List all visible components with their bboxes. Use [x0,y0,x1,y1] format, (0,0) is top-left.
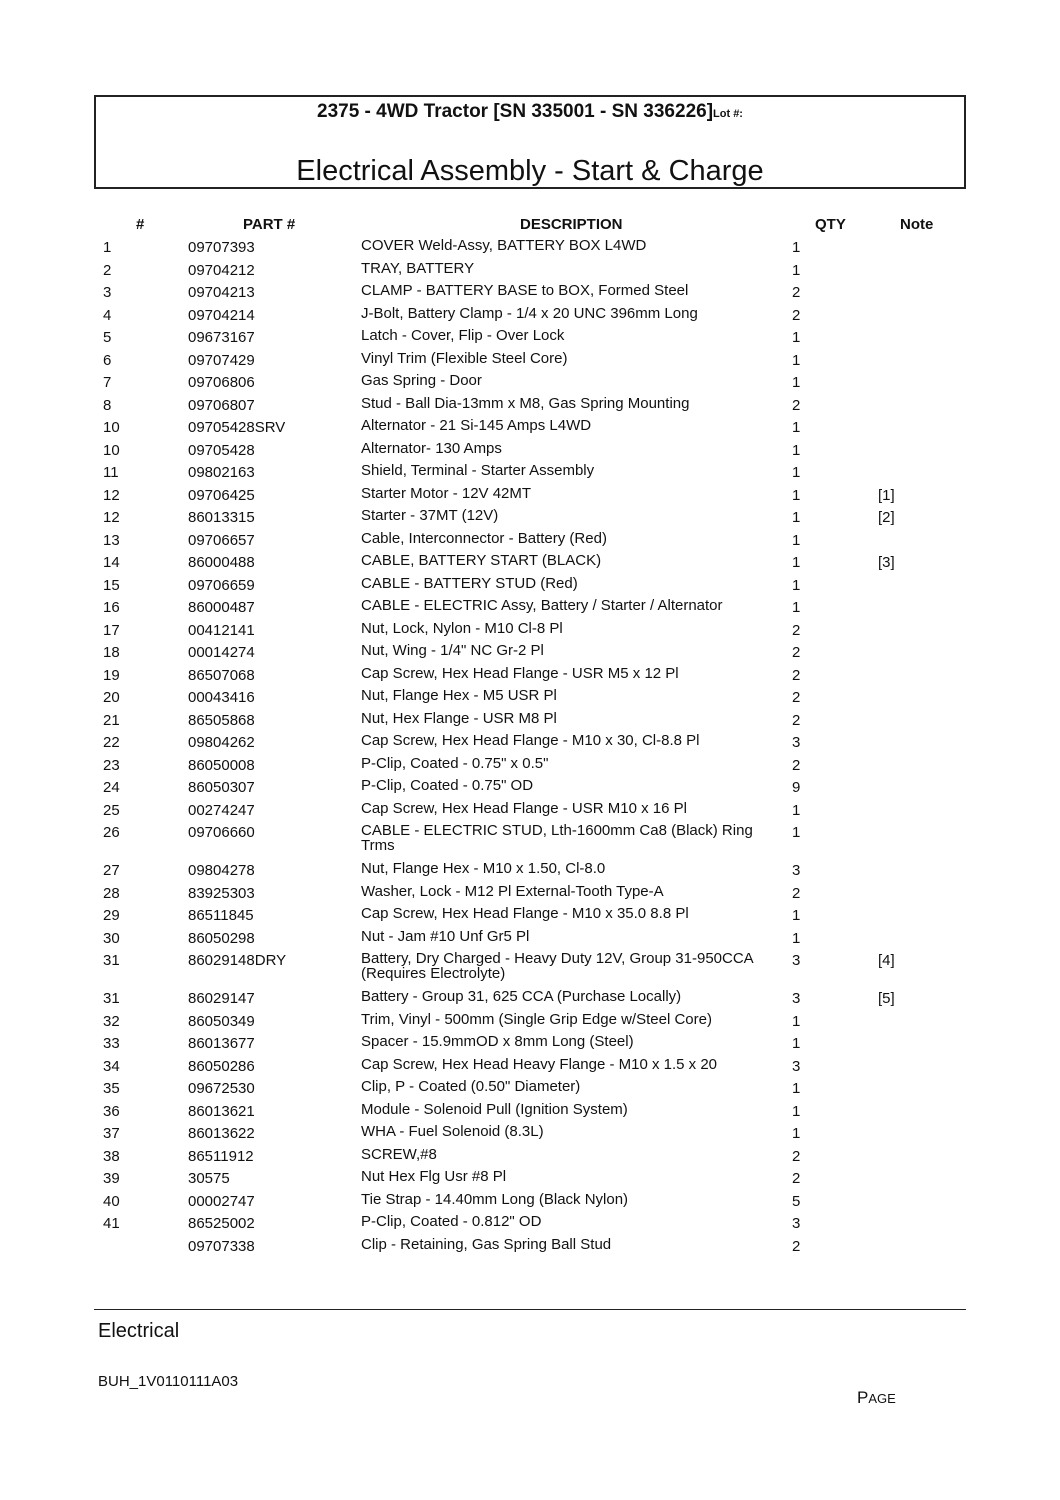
part-number: 09706806 [188,374,255,391]
document-title [96,101,964,123]
item-number: 7 [103,374,112,391]
table-row [0,1101,1060,1124]
part-description: Nut - Jam #10 Unf Gr5 Pl [361,927,530,945]
table-row [0,372,1060,395]
part-description: Nut, Hex Flange - USR M8 Pl [361,709,557,727]
part-description: CABLE - ELECTRIC Assy, Battery / Starter / Alternator [361,597,723,614]
note: [5] [878,990,895,1007]
part-description: Nut Hex Flg Usr #8 Pl [361,1168,507,1185]
item-number: 33 [103,1035,120,1052]
part-number: 83925303 [188,884,255,902]
quantity: 1 [792,1125,801,1142]
part-number: 09707429 [188,351,255,369]
part-description: Spacer - 15.9mmOD x 8mm Long (Steel) [361,1033,634,1050]
item-number: 19 [103,666,120,684]
item-number: 8 [103,396,112,414]
quantity: 1 [792,824,801,841]
part-number: 09704214 [188,306,255,324]
part-description: Vinyl Trim (Flexible Steel Core) [361,349,568,367]
quantity: 2 [792,711,801,729]
part-description: P-Clip, Coated - 0.75" OD [361,777,534,794]
item-number: 20 [103,689,120,706]
part-description: CLAMP - BATTERY BASE to BOX, Formed Steel [361,282,689,299]
part-description: P-Clip, Coated - 0.812" OD [361,1213,542,1230]
part-number: 09707338 [188,1237,255,1255]
table-row [0,530,1060,553]
item-number: 22 [103,734,120,751]
quantity: 2 [792,884,801,902]
table-row [0,327,1060,350]
part-number: 09704212 [188,261,255,279]
part-description: Nut, Lock, Nylon - M10 Cl-8 Pl [361,619,563,637]
item-number: 29 [103,907,120,924]
part-description: Alternator- 130 Amps [361,439,502,457]
lot-label: Lot #: [713,108,743,120]
section-title: Electrical Assembly - Start & Charge [296,155,764,187]
quantity: 2 [792,1170,801,1187]
item-number: 13 [103,531,120,549]
item-number: 12 [103,509,120,526]
item-number: 27 [103,862,120,879]
item-number: 41 [103,1215,120,1232]
quantity: 2 [792,1237,801,1255]
page-label-initial: P [857,1388,869,1407]
part-number: 00274247 [188,801,255,819]
quantity: 1 [792,441,801,459]
quantity: 1 [792,351,801,369]
item-number: 34 [103,1057,120,1075]
part-number: 86511912 [188,1147,254,1165]
item-number: 32 [103,1012,120,1030]
part-description: Tie Strap - 14.40mm Long (Black Nylon) [361,1190,629,1208]
footer-section-name: Electrical [98,1320,180,1342]
table-row [0,575,1060,598]
quantity: 1 [792,419,801,436]
part-description: Cap Screw, Hex Head Flange - M10 x 30, Cl-8.8 Pl [361,732,700,749]
part-description: Clip - Retaining, Gas Spring Ball Stud [361,1235,612,1253]
quantity: 2 [792,284,801,301]
item-number: 3 [103,284,112,301]
part-number: 09704213 [188,284,255,301]
quantity: 1 [792,486,801,504]
document-header [94,95,966,189]
item-number: 31 [103,990,120,1007]
part-description: CABLE, BATTERY START (BLACK) [361,552,602,569]
part-number: 00002747 [188,1192,255,1210]
item-number: 18 [103,644,120,661]
quantity: 1 [792,261,801,279]
item-number: 37 [103,1125,120,1142]
quantity: 1 [792,1035,801,1052]
part-description: Nut, Wing - 1/4" NC Gr-2 Pl [361,642,544,659]
quantity: 1 [792,509,801,526]
note: [1] [878,486,895,504]
quantity: 2 [792,644,801,661]
table-row [0,988,1060,1011]
table-row [0,597,1060,620]
part-description: Cap Screw, Hex Head Flange - USR M10 x 16 Pl [361,799,687,817]
part-number: 09802163 [188,464,255,481]
item-number: 40 [103,1192,120,1210]
quantity: 2 [792,689,801,706]
table-row [0,1191,1060,1214]
table-row [0,1078,1060,1101]
part-description: P-Clip, Coated - 0.75" x 0.5" [361,754,549,772]
note: [4] [878,952,895,969]
footer-divider [94,1309,966,1310]
item-number: 25 [103,801,120,819]
part-description: WHA - Fuel Solenoid (8.3L) [361,1123,544,1140]
part-number: 09706659 [188,576,255,594]
part-description: Latch - Cover, Flip - Over Lock [361,327,565,344]
item-number: 2 [103,261,112,279]
table-row [0,1033,1060,1056]
part-number: 86050307 [188,779,255,796]
part-number: 86050286 [188,1057,255,1075]
part-number: 09804262 [188,734,255,751]
part-number: 86511845 [188,907,254,924]
part-description: COVER Weld-Assy, BATTERY BOX L4WD [361,237,647,254]
part-description: Washer, Lock - M12 Pl External-Tooth Type-A [361,882,664,900]
table-row [0,860,1060,883]
column-header-number: # [136,216,145,233]
item-number: 4 [103,306,112,324]
part-number: 86525002 [188,1215,255,1232]
part-number: 09705428SRV [188,419,286,436]
table-row [0,237,1060,260]
quantity: 3 [792,862,801,879]
part-number: 86029147 [188,990,255,1007]
title-text: 2375 - 4WD Tractor [SN 335001 - SN 336226] [317,101,714,122]
quantity: 3 [792,952,801,969]
quantity: 1 [792,801,801,819]
quantity: 2 [792,1147,801,1165]
quantity: 1 [792,374,801,391]
table-row [0,950,1060,988]
part-description: Nut, Flange Hex - M10 x 1.50, Cl-8.0 [361,860,606,877]
table-row [0,822,1060,860]
table-row [0,687,1060,710]
quantity: 5 [792,1192,801,1210]
table-row [0,800,1060,823]
column-header-note: Note [900,216,934,233]
quantity: 1 [792,1080,801,1097]
table-row [0,1146,1060,1169]
table-row [0,1056,1060,1079]
part-number: 86013621 [188,1102,255,1120]
quantity: 3 [792,990,801,1007]
part-number: 86013622 [188,1125,255,1142]
part-number: 86000487 [188,599,255,616]
item-number: 10 [103,419,120,436]
part-description: Shield, Terminal - Starter Assembly [361,462,595,479]
item-number: 24 [103,779,120,796]
part-description: Cap Screw, Hex Head Heavy Flange - M10 x 1.5 x 20 [361,1055,718,1073]
part-description: Module - Solenoid Pull (Ignition System) [361,1100,628,1118]
part-description: Trim, Vinyl - 500mm (Single Grip Edge w/Steel Core) [361,1010,712,1028]
part-description: Battery, Dry Charged - Heavy Duty 12V, Group 31-950CCA (Requires Electrolyte) [361,950,753,982]
part-number: 00043416 [188,689,255,706]
part-number: 86505868 [188,711,255,729]
quantity: 2 [792,621,801,639]
table-header [0,216,1060,236]
item-number: 15 [103,576,120,594]
item-number: 38 [103,1147,120,1165]
table-row [0,282,1060,305]
part-number: 00412141 [188,621,255,639]
part-number: 86050008 [188,756,255,774]
part-description: Alternator - 21 Si-145 Amps L4WD [361,417,592,434]
item-number: 26 [103,824,120,841]
part-number: 86050298 [188,929,255,947]
column-header-description: DESCRIPTION [520,216,623,233]
quantity: 1 [792,554,801,571]
part-description: Starter - 37MT (12V) [361,507,499,524]
item-number: 30 [103,929,120,947]
part-number: 09706425 [188,486,255,504]
part-description: J-Bolt, Battery Clamp - 1/4 x 20 UNC 396mm Long [361,304,698,322]
item-number: 36 [103,1102,120,1120]
table-row [0,440,1060,463]
table-row [0,642,1060,665]
table-row [0,1236,1060,1259]
part-description: Nut, Flange Hex - M5 USR Pl [361,687,557,704]
item-number: 6 [103,351,112,369]
part-number: 86029148DRY [188,952,287,969]
part-number: 09705428 [188,441,255,459]
part-number: 86507068 [188,666,255,684]
table-row [0,665,1060,688]
quantity: 2 [792,756,801,774]
table-row [0,485,1060,508]
item-number: 35 [103,1080,120,1097]
table-row [0,732,1060,755]
quantity: 2 [792,306,801,324]
note: [3] [878,554,895,571]
table-row [0,395,1060,418]
table-row [0,305,1060,328]
note: [2] [878,509,895,526]
quantity: 1 [792,907,801,924]
part-number: 86013315 [188,509,255,526]
item-number: 1 [103,239,112,256]
item-number: 14 [103,554,120,571]
table-row [0,905,1060,928]
parts-table-body [0,237,1060,1258]
item-number: 31 [103,952,120,969]
part-description: Cap Screw, Hex Head Flange - M10 x 35.0 8.8 Pl [361,905,689,922]
part-description: Gas Spring - Door [361,372,482,389]
quantity: 3 [792,1057,801,1075]
table-row [0,928,1060,951]
quantity: 1 [792,929,801,947]
document-code: BUH_1V0110111A03 [98,1373,239,1390]
part-description: SCREW,#8 [361,1145,437,1163]
part-description: CABLE - BATTERY STUD (Red) [361,574,578,592]
quantity: 2 [792,666,801,684]
part-number: 86000488 [188,554,255,571]
part-description: Battery - Group 31, 625 CCA (Purchase Locally) [361,988,682,1005]
quantity: 1 [792,239,801,256]
page-label-rest: AGE [868,1391,896,1406]
table-row [0,1213,1060,1236]
item-number: 28 [103,884,120,902]
part-description: Clip, P - Coated (0.50" Diameter) [361,1078,581,1095]
item-number: 39 [103,1170,120,1187]
item-number: 11 [103,464,119,481]
part-number: 09804278 [188,862,255,879]
table-row [0,552,1060,575]
part-number: 09706660 [188,824,255,841]
part-description: Cap Screw, Hex Head Flange - USR M5 x 12 Pl [361,664,679,682]
item-number: 21 [103,711,120,729]
item-number: 16 [103,599,120,616]
quantity: 1 [792,599,801,616]
quantity: 3 [792,734,801,751]
column-header-qty: QTY [815,216,846,233]
part-number: 09707393 [188,239,255,256]
part-number: 86050349 [188,1012,255,1030]
part-number: 09672530 [188,1080,255,1097]
part-number: 09706657 [188,531,255,549]
page-label [857,1388,896,1408]
table-row [0,462,1060,485]
quantity: 3 [792,1215,801,1232]
part-number: 86013677 [188,1035,255,1052]
column-header-part: PART # [243,216,296,233]
part-description: CABLE - ELECTRIC STUD, Lth-1600mm Ca8 (Black) Ring Trms [361,822,753,854]
part-number: 09706807 [188,396,255,414]
table-row [0,883,1060,906]
quantity: 1 [792,329,801,346]
table-row [0,260,1060,283]
part-description: Starter Motor - 12V 42MT [361,484,532,502]
table-row [0,507,1060,530]
part-description: Stud - Ball Dia-13mm x M8, Gas Spring Mounting [361,394,690,412]
quantity: 1 [792,531,801,549]
part-description: Cable, Interconnector - Battery (Red) [361,529,607,547]
item-number: 10 [103,441,120,459]
table-row [0,755,1060,778]
part-number: 30575 [188,1170,230,1187]
item-number: 12 [103,486,120,504]
part-number: 00014274 [188,644,255,661]
table-row [0,777,1060,800]
table-row [0,417,1060,440]
table-row [0,1123,1060,1146]
table-row [0,710,1060,733]
part-description: TRAY, BATTERY [361,259,475,277]
item-number: 23 [103,756,120,774]
table-row [0,620,1060,643]
quantity: 1 [792,576,801,594]
table-row [0,1011,1060,1034]
quantity: 1 [792,1012,801,1030]
table-row [0,1168,1060,1191]
quantity: 1 [792,1102,801,1120]
table-row [0,350,1060,373]
quantity: 1 [792,464,801,481]
quantity: 9 [792,779,801,796]
item-number: 5 [103,329,112,346]
quantity: 2 [792,396,801,414]
item-number: 17 [103,621,120,639]
part-number: 09673167 [188,329,255,346]
